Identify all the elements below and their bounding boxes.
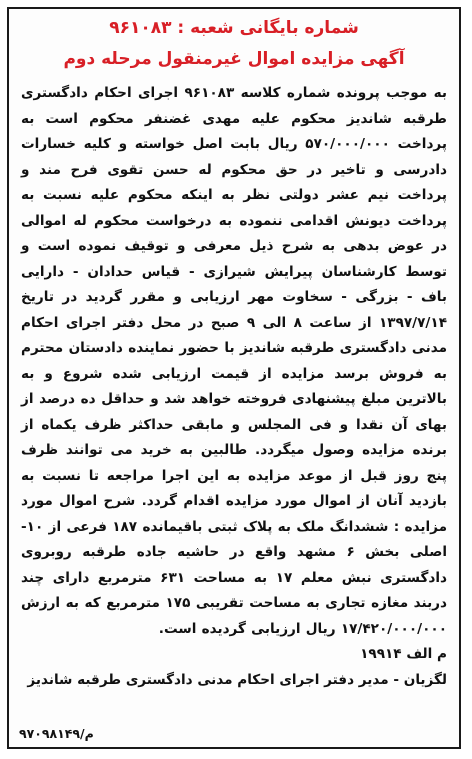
footer-code: م/۹۷۰۹۸۱۴۹ — [19, 726, 94, 741]
reference-number: م الف ۱۹۹۱۴ — [360, 646, 447, 662]
signature-line: لگزیان - مدیر دفتر اجرای احکام مدنی دادگستری طرقبه شاندیز — [27, 671, 447, 688]
notice-frame — [7, 7, 461, 749]
notice-title: آگهی مزایده اموال غیرمنقول مرحله دوم — [63, 49, 405, 69]
notice-body: به موجب پرونده شماره کلاسه ۹۶۱۰۸۳ اجرای احکام دادگستری طرقبه شاندیز محکوم علیه مهدی غضنفر محکوم است به پرداخت ۵۷۰/۰۰۰/۰۰۰ ریال بابت اصل خواسته و کلیه خسارات دادرسی و تاخیر در حق محکوم له حسن تقوی فرح مند و پرداخت نیم عشر دولتی نظر به اینکه محکوم علیه نسبت به پرداخت دیونش اقدامی ننموده به درخواست محکوم له اموالی در عوض بدهی به شرح ذیل معرفی و توقیف نموده است و توسط کارشناسان پیرایش شیرازی - قیاس حدادان - دارایی باف - بزرگی - سخاوت مهر ارزیابی و مقرر گردید در تاریخ ۱۳۹۷/۷/۱۴ از ساعت ۸ الی ۹ صبح در محل دفتر اجرای احکام مدنی دادگستری طرقبه شاندیز با حضور نماینده دادستان محترم به فروش برسد مزایده از قیمت ارزیابی شده شروع و به بالاترین مبلغ پیشنهادی فروخته خواهد شد و حداقل ده درصد از بهای آن نقدا و فی المجلس و مابقی حداکثر ظرف یکماه از برنده مزایده وصول میگردد. طالبین به خرید می توانند ظرف پنج روز قبل از موعد مزایده به این اجرا مراجعه تا نسبت به بازدید آنان از اموال مورد مزایده اقدام گردد. شرح اموال مورد مزایده : ششدانگ ملک به پلاک ثبتی باقیمانده ۱۸۷ فرعی از ۱۰- اصلی بخش ۶ مشهد واقع در حاشیه جاده طرقبه روبروی دادگستری نبش معلم ۱۷ به مساحت ۶۳۱ مترمربع دارای چند دربند مغازه تجاری به مساحت تقریبی ۱۷۵ مترمربع که به ارزش ۱۷/۴۲۰/۰۰۰/۰۰۰ ریال ارزیابی گردیده است. — [21, 85, 447, 637]
archive-number-heading: شماره بایگانی شعبه : ۹۶۱۰۸۳ — [109, 18, 359, 38]
